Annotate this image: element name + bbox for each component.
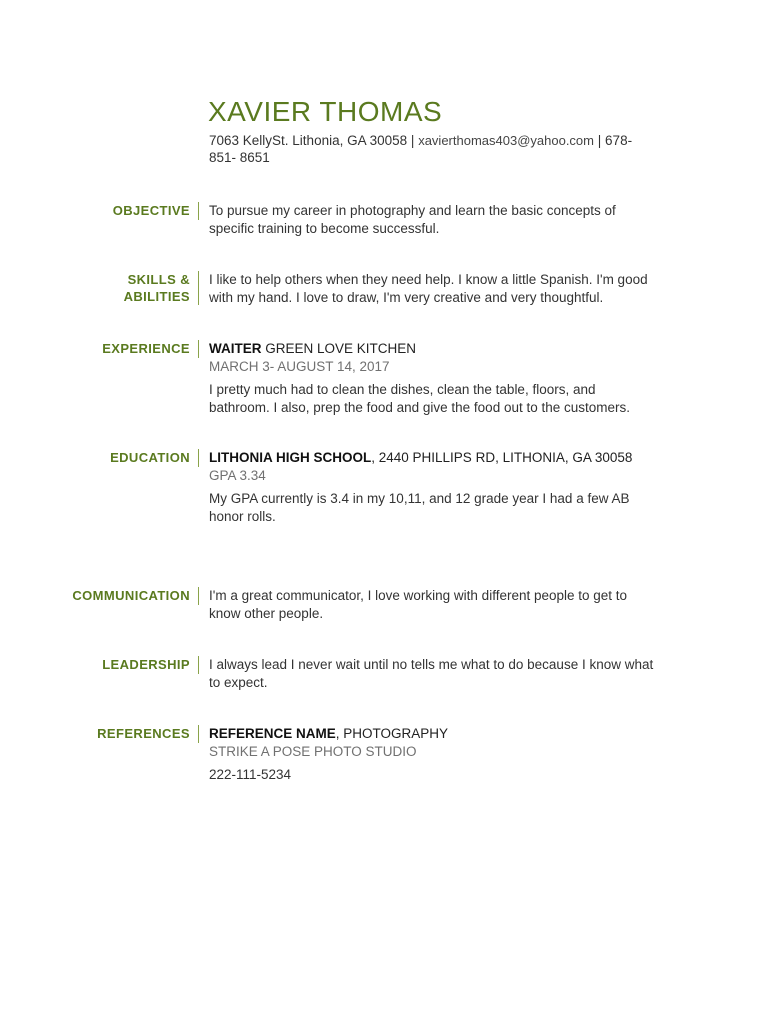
experience-company: GREEN LOVE KITCHEN [265,341,417,356]
section-divider [198,340,199,358]
section-label-education: EDUCATION [110,450,190,465]
reference-phone: 222-111-5234 [209,767,292,782]
section-body-experience [209,340,659,416]
experience-role: WAITER [209,341,262,356]
skills-text: I like to help others when they need help. I know a little Spanish. I'm good with my hand. I love to draw, I'm very creative and very thoughtful. [209,272,648,305]
section-divider [198,202,199,220]
section-body-references [209,725,659,784]
section-label-experience: EXPERIENCE [102,341,190,356]
contact-separator: | [597,133,602,148]
education-address: , 2440 PHILLIPS RD, LITHONIA, GA 30058 [371,450,633,465]
education-gpa: GPA 3.34 [209,467,266,483]
section-label-communication: COMMUNICATION [72,588,190,603]
contact-email: xavierthomas403@yahoo.com [418,133,594,148]
leadership-text: I always lead I never wait until no tells me what to do because I know what to expect. [209,657,654,690]
section-label-objective: OBJECTIVE [112,203,190,218]
section-label-skills [124,271,190,305]
contact-phone: 678-851- 8651 [209,133,633,165]
resume-name: XAVIER THOMAS [208,96,443,127]
section-body-skills [209,271,659,306]
section-divider [198,656,199,674]
section-body-communication [209,587,659,622]
experience-text: I pretty much had to clean the dishes, clean the table, floors, and bathroom. I also, prep the food and give the food out to the customers. [209,382,631,415]
contact-address: 7063 KellySt. Lithonia, GA 30058 [209,133,408,148]
experience-dates: MARCH 3- AUGUST 14, 2017 [209,358,390,374]
objective-text: To pursue my career in photography and learn the basic concepts of specific training to become successful. [209,203,616,236]
experience-title [209,340,659,358]
section-divider [198,587,199,605]
reference-title [209,725,659,743]
education-text: My GPA currently is 3.4 in my 10,11, and 12 grade year I had a few AB honor rolls. [209,491,630,524]
skills-label-line1: SKILLS & [127,272,190,287]
contact-separator: | [410,133,415,148]
contact-info [209,132,659,166]
section-label-leadership: LEADERSHIP [102,657,190,672]
reference-role: , PHOTOGRAPHY [335,726,449,741]
section-body-education [209,449,659,525]
section-label-references: REFERENCES [97,726,190,741]
reference-company: STRIKE A POSE PHOTO STUDIO [209,743,417,759]
skills-label-line2: ABILITIES [123,289,190,304]
section-divider [198,725,199,743]
section-divider [198,449,199,467]
section-divider [198,271,199,305]
education-school: LITHONIA HIGH SCHOOL [209,450,372,465]
education-title [209,449,659,467]
section-body-objective [209,202,659,237]
section-body-leadership [209,656,659,691]
communication-text: I'm a great communicator, I love working with different people to get to know other people. [209,588,628,621]
reference-name: REFERENCE NAME [209,726,336,741]
